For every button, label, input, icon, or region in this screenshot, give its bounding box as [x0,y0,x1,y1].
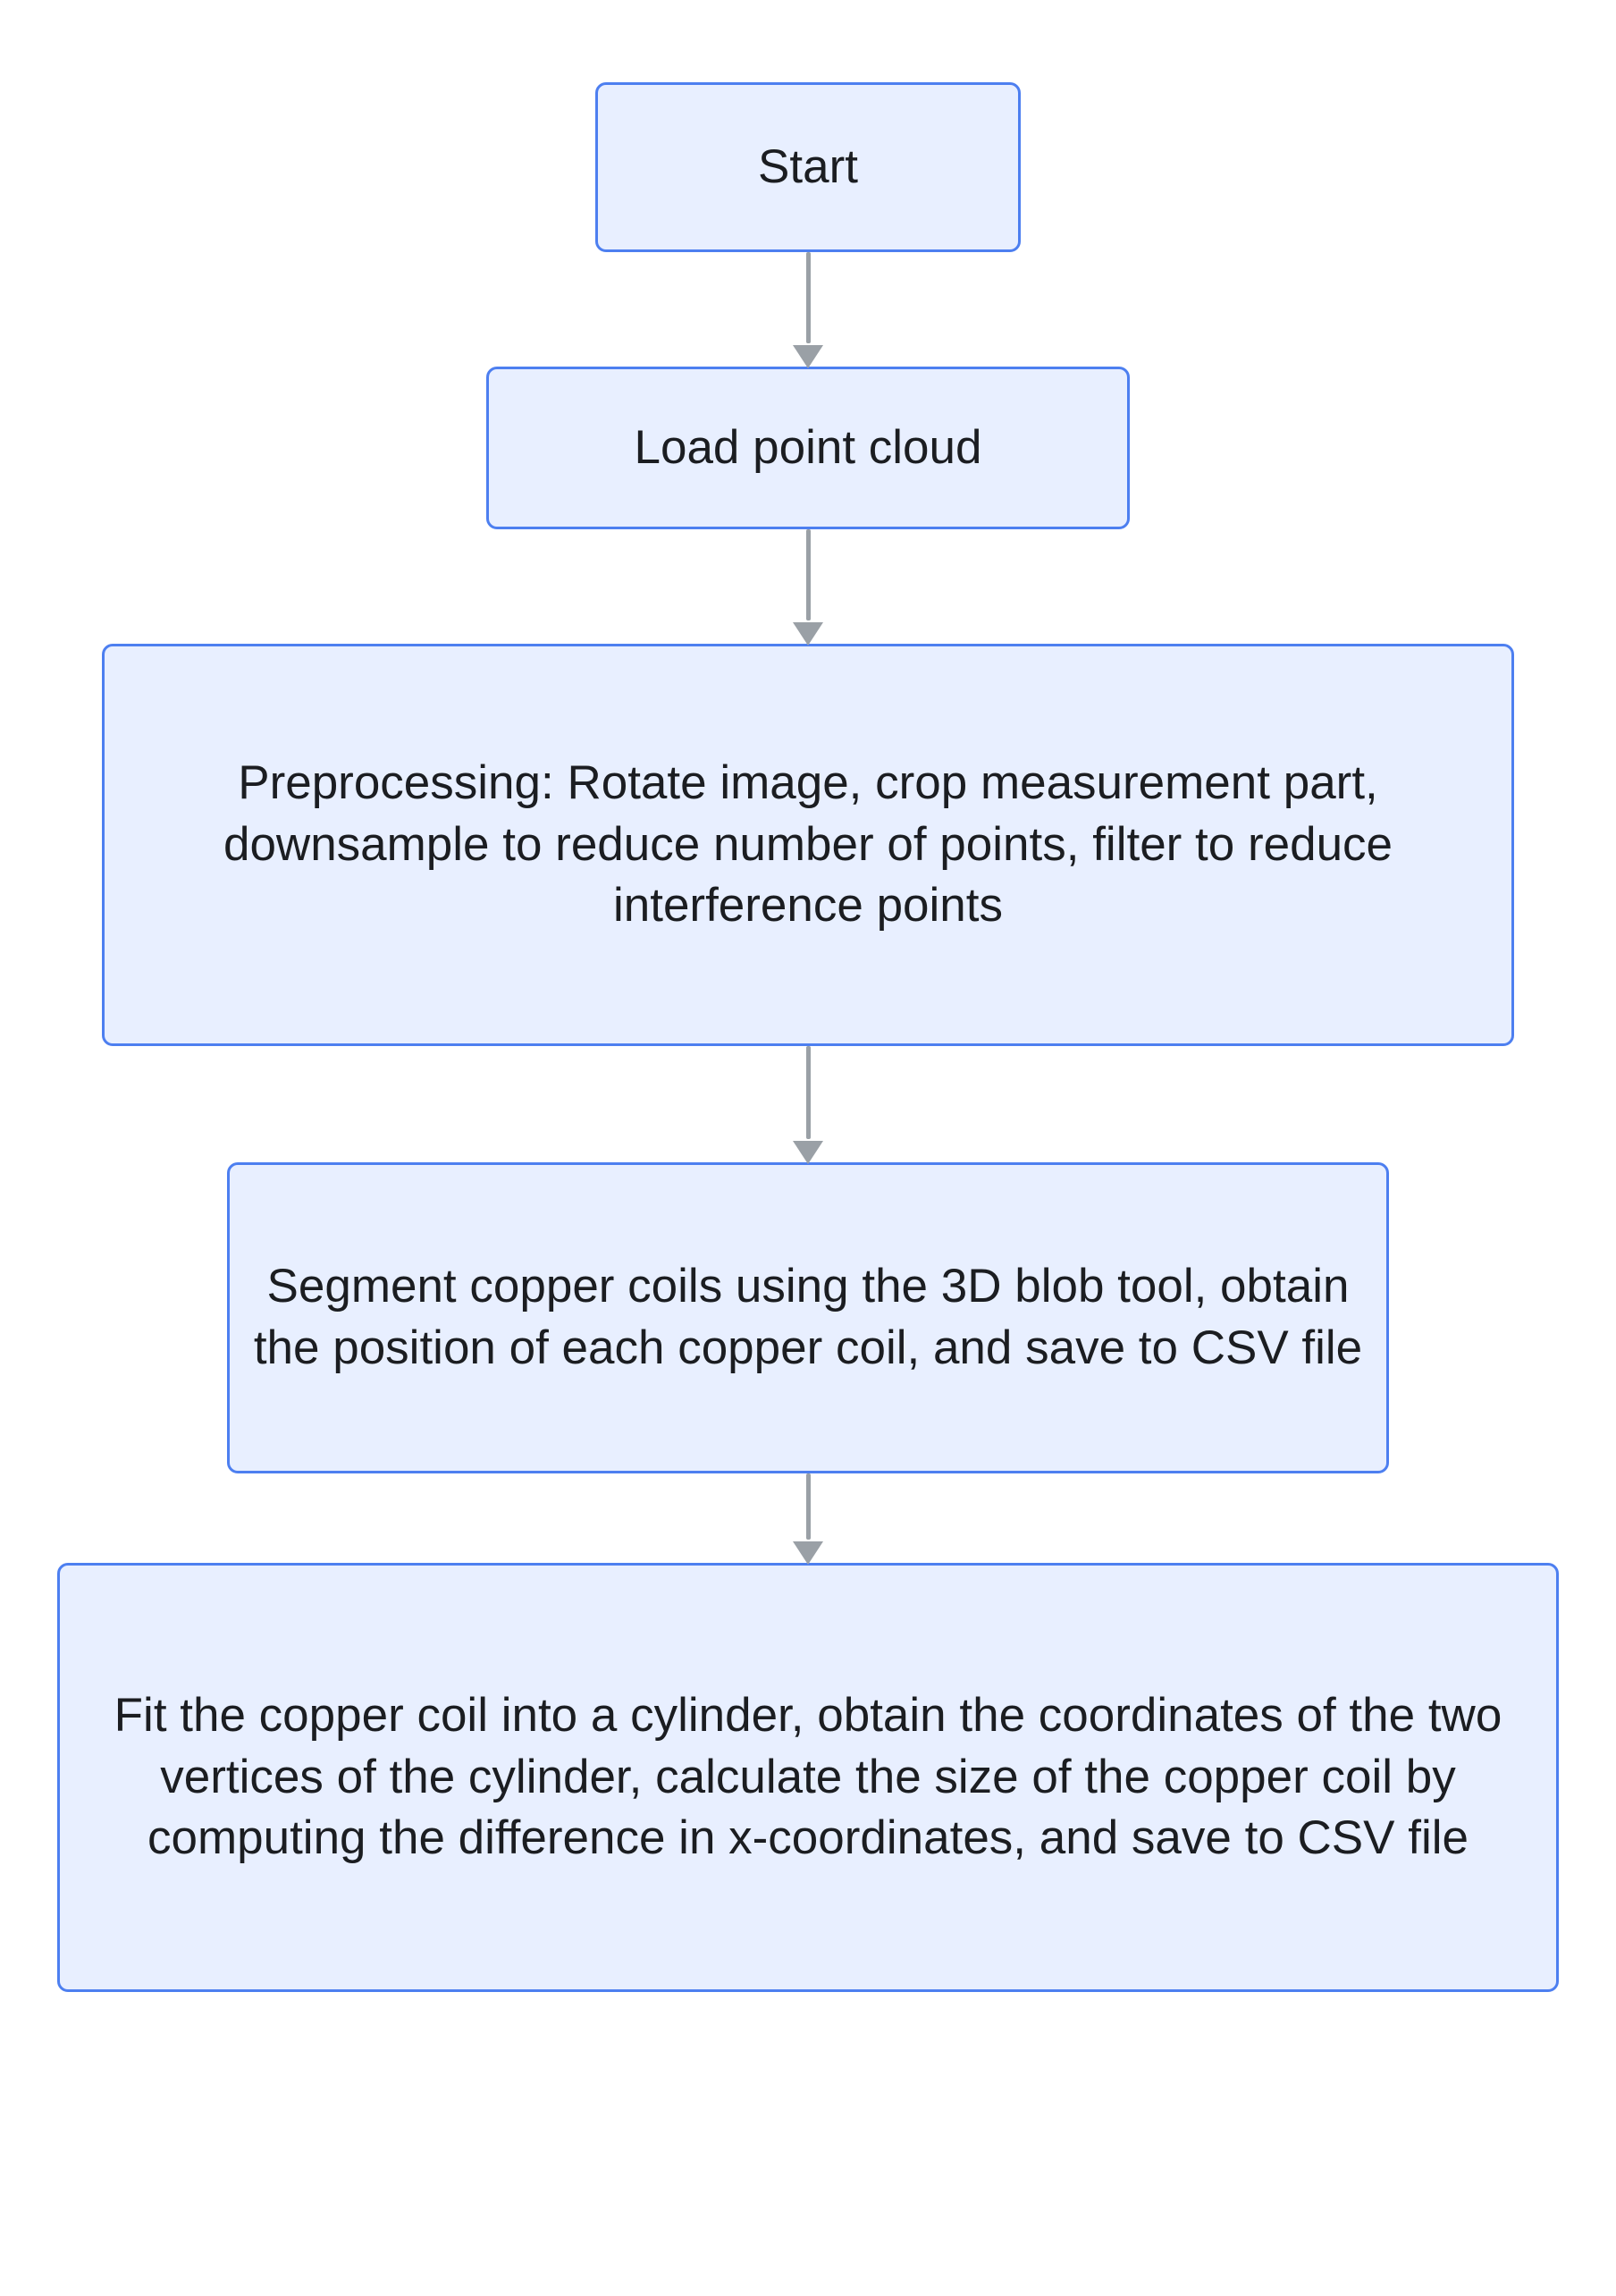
flow-node-load-point-cloud[interactable] [486,367,1130,529]
flow-arrow-start-to-load [790,252,826,367]
flow-node-start[interactable] [595,82,1021,252]
flow-node-load-point-cloud-label: Load point cloud [634,420,982,474]
flow-node-segment-copper-coils-label: Segment copper coils using the 3D blob tool, obtain the position of each copper coil, and save to CSV file [253,1260,1363,1374]
arrow-shaft [806,1473,811,1540]
arrow-down-icon [793,1141,823,1164]
flow-arrow-preprocess-to-segment [790,1046,826,1162]
flow-node-segment-copper-coils[interactable] [227,1162,1389,1473]
arrow-shaft [806,252,811,343]
arrow-down-icon [793,1541,823,1565]
flow-arrow-segment-to-fit [790,1473,826,1563]
arrow-down-icon [793,622,823,646]
flow-node-preprocessing[interactable] [102,644,1514,1046]
arrow-shaft [806,529,811,620]
flow-node-fit-cylinder[interactable] [57,1563,1559,1992]
flow-node-preprocessing-label: Preprocessing: Rotate image, crop measurement part, downsample to reduce number of points, filter to reduce interference points [223,755,1393,933]
flow-node-start-label: Start [758,139,858,193]
flow-arrow-load-to-preprocess [790,529,826,644]
arrow-shaft [806,1046,811,1139]
arrow-down-icon [793,345,823,368]
flow-node-fit-cylinder-label: Fit the copper coil into a cylinder, obtain the coordinates of the two vertices of the cylinder, calculate the size of the copper coil by computing the difference in x-coordinates, and save to CSV file [114,1688,1502,1865]
